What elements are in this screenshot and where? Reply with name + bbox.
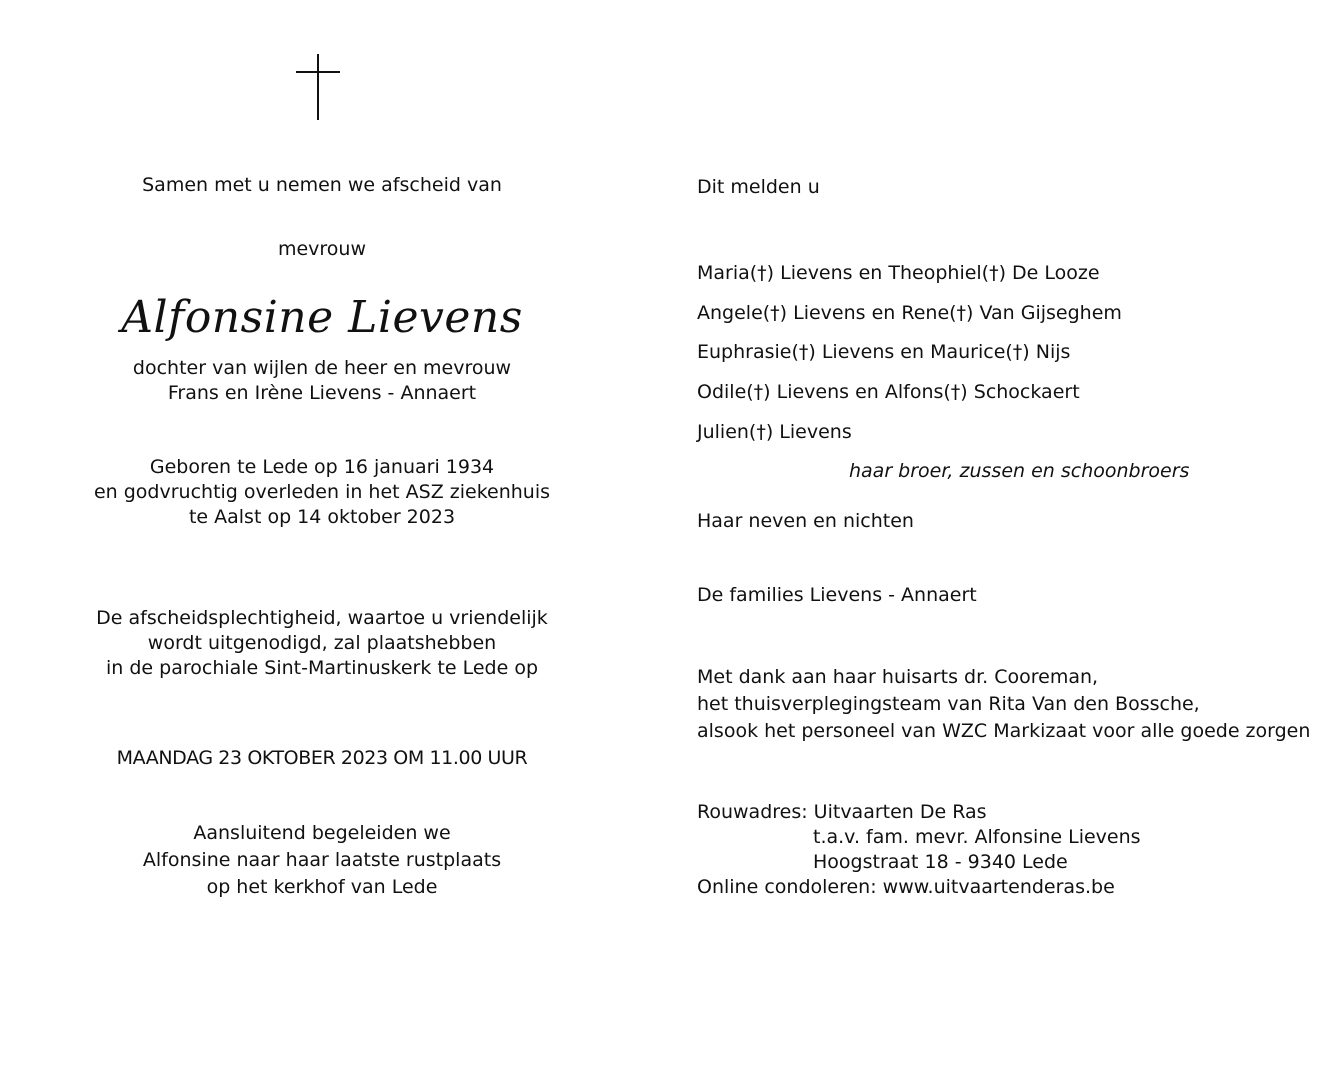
- address-line: Hoogstraat 18 - 9340 Lede: [813, 851, 1068, 873]
- burial-line: Alfonsine naar haar laatste rustplaats: [142, 849, 502, 871]
- sibling-line: Maria(†) Lievens en Theophiel(†) De Looze: [697, 262, 1100, 284]
- sibling-line: Julien(†) Lievens: [697, 421, 852, 443]
- ceremony-date-time: MAANDAG 23 OKTOBER 2023 OM 11.00 UUR: [116, 747, 528, 769]
- address-line: Rouwadres: Uitvaarten De Ras: [697, 801, 987, 823]
- intro-text: Samen met u nemen we afscheid van: [142, 174, 502, 196]
- parents-line: dochter van wijlen de heer en mevrouw: [132, 357, 512, 379]
- cross-icon: [296, 54, 340, 120]
- burial-line: op het kerkhof van Lede: [206, 876, 438, 898]
- sibling-line: Angele(†) Lievens en Rene(†) Van Gijseghem: [697, 302, 1122, 324]
- ceremony-line: in de parochiale Sint-Martinuskerk te Lede op: [106, 657, 538, 679]
- burial-line: Aansluitend begeleiden we: [193, 822, 451, 844]
- thanks-line: Met dank aan haar huisarts dr. Cooreman,: [697, 666, 1099, 688]
- birth-death-line: Geboren te Lede op 16 januari 1934: [149, 456, 495, 478]
- siblings-caption: haar broer, zussen en schoonbroers: [849, 460, 1190, 482]
- ceremony-line: wordt uitgenodigd, zal plaatshebben: [147, 632, 497, 654]
- sibling-line: Euphrasie(†) Lievens en Maurice(†) Nijs: [697, 341, 1071, 363]
- deceased-name: Alfonsine Lievens: [121, 292, 523, 343]
- birth-death-line: en godvruchtig overleden in het ASZ ziekenhuis: [93, 481, 551, 503]
- families-line: De families Lievens - Annaert: [697, 584, 977, 606]
- address-line: t.a.v. fam. mevr. Alfonsine Lievens: [813, 826, 1141, 848]
- nephews-line: Haar neven en nichten: [697, 510, 914, 532]
- parents-line: Frans en Irène Lievens - Annaert: [167, 382, 477, 404]
- thanks-line: het thuisverplegingsteam van Rita Van den Bossche,: [697, 693, 1200, 715]
- sibling-line: Odile(†) Lievens en Alfons(†) Schockaert: [697, 381, 1080, 403]
- thanks-line: alsook het personeel van WZC Markizaat voor alle goede zorgen: [697, 720, 1311, 742]
- online-condolence-line: Online condoleren: www.uitvaartenderas.be: [697, 876, 1115, 898]
- ceremony-line: De afscheidsplechtigheid, waartoe u vriendelijk: [96, 607, 548, 629]
- honorific: mevrouw: [277, 238, 367, 260]
- announce-text: Dit melden u: [697, 176, 820, 198]
- birth-death-line: te Aalst op 14 oktober 2023: [188, 506, 456, 528]
